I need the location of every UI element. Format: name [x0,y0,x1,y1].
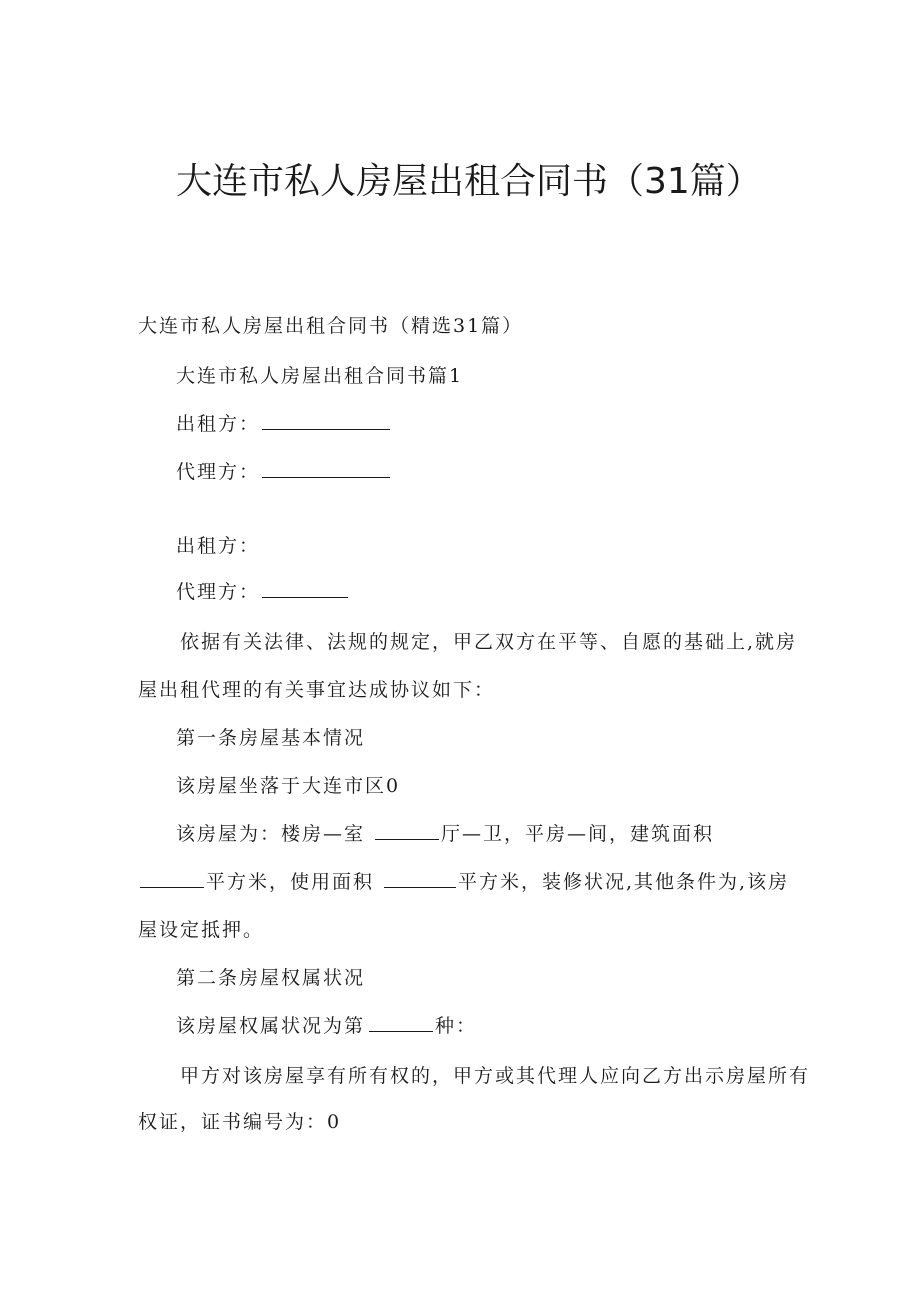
clause-text: 权证，证书编号为：0 [138,1111,342,1133]
lessor-blank-field[interactable] [262,411,390,430]
clause-heading: 第一条房屋基本情况 [176,727,366,749]
clause-text [176,820,714,848]
clause-text-part: 该房屋权属状况为第 [176,1015,366,1037]
clause-text: 该房屋坐落于大连市区0 [176,775,401,797]
lessor-row-1 [176,410,392,438]
agent-blank-field[interactable] [262,579,348,598]
lessor-label: 出租方： [176,413,261,435]
clause-text-part: 平方米，使用面积 [206,871,375,893]
clause-text-part: 厅—卫，平房—间，建筑面积 [441,823,715,845]
clause-heading: 第二条房屋权属状况 [176,967,366,989]
clause-text-part: 种： [435,1015,478,1037]
clause-text: 屋设定抵押。 [138,919,265,941]
intro-paragraph-line: 依据有关法律、法规的规定，甲乙双方在平等、自愿的基础上,就房 [180,631,798,653]
agent-row-1 [176,458,392,486]
build-area-blank[interactable] [140,869,204,888]
ownership-type-blank[interactable] [369,1013,433,1032]
lessor-label: 出租方： [176,535,261,557]
intro-paragraph-line: 屋出租代理的有关事宜达成协议如下： [138,679,496,701]
lessor-row-2 [176,532,260,560]
clause-text: 甲方对该房屋享有所有权的，甲方或其代理人应向乙方出示房屋所有 [180,1065,811,1087]
room-count-blank[interactable] [375,821,439,840]
document-subtitle: 大连市私人房屋出租合同书（精选31篇） [138,315,524,337]
clause-text-part: 该房屋为：楼房—室 [176,823,366,845]
article-heading: 大连市私人房屋出租合同书篇1 [176,365,464,387]
agent-row-2 [176,578,350,606]
document-title: 大连市私人房屋出租合同书（31篇） [176,161,762,202]
clause-text [138,868,789,896]
agent-label: 代理方： [176,581,261,603]
clause-text [176,1012,477,1040]
use-area-blank[interactable] [384,869,456,888]
agent-blank-field[interactable] [262,459,390,478]
clause-text-part: 平方米，装修状况,其他条件为,该房 [458,871,790,893]
agent-label: 代理方： [176,461,261,483]
